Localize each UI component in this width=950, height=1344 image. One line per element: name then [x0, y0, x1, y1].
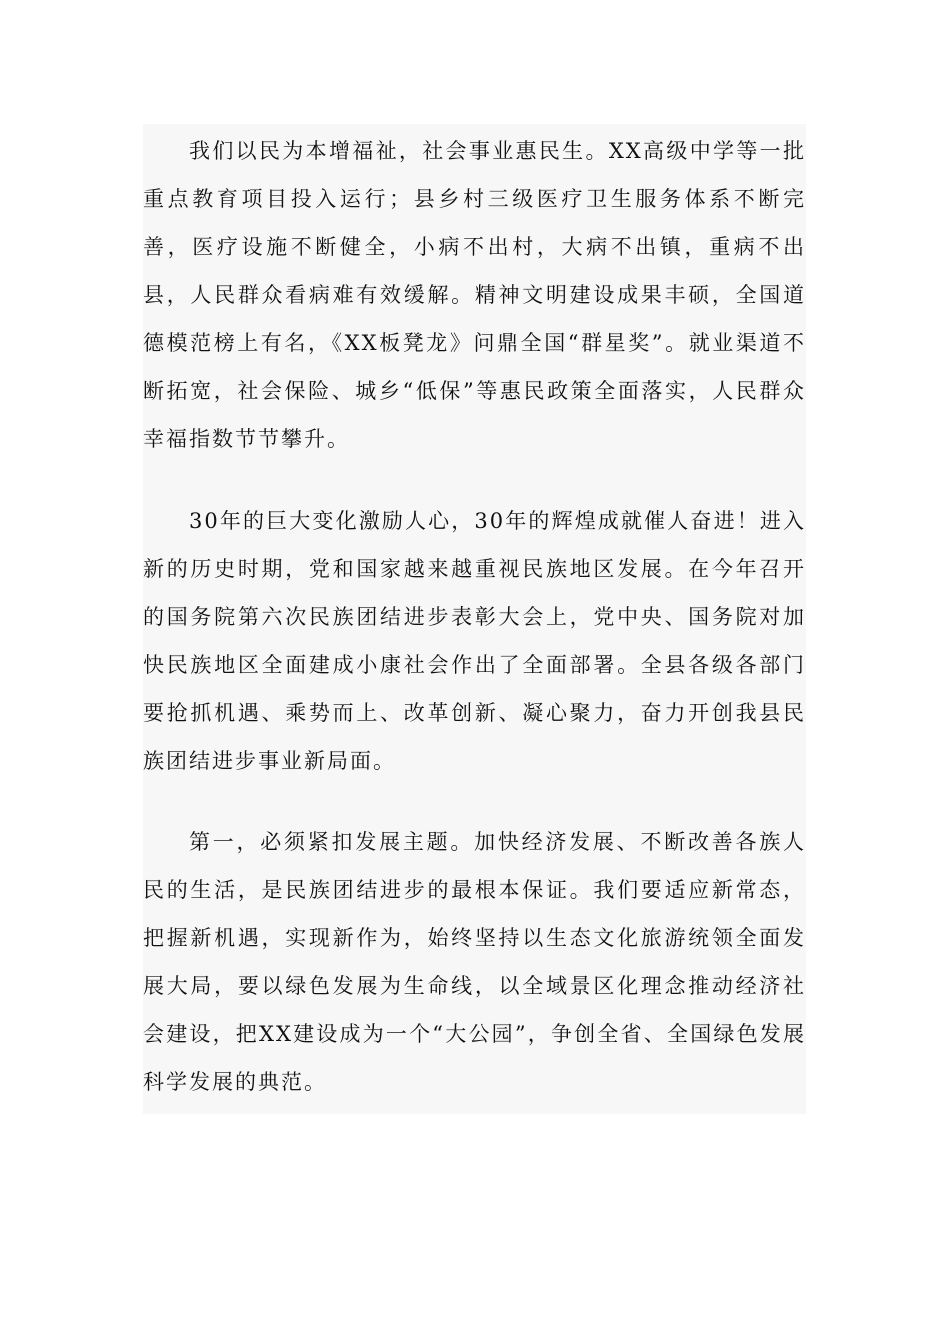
paragraph-development-theme: 第一，必须紧扣发展主题。加快经济发展、不断改善各族人民的生活，是民族团结进步的最根本保证。我们要适应新常态，把握新机遇，实现新作为，始终坚持以生态文化旅游统领全面发展大局，要以绿色发展为生命线，以全域景区化理念推动经济社会建设，把XX建设成为一个“大公园”，争创全省、全国绿色发展科学发展的典范。: [143, 830, 806, 1094]
paragraph-social-welfare: 我们以民为本增福祉，社会事业惠民生。XX高级中学等一批重点教育项目投入运行；县乡村三级医疗卫生服务体系不断完善，医疗设施不断健全，小病不出村，大病不出镇，重病不出县，人民群众看病难有效缓解。精神文明建设成果丰硕，全国道德模范榜上有名，《XX板凳龙》问鼎全国“群星奖”。就业渠道不断拓宽，社会保险、城乡“低保”等惠民政策全面落实，人民群众幸福指数节节攀升。: [143, 139, 806, 451]
paragraph-thirty-years: 30年的巨大变化激励人心，30年的辉煌成就催人奋进！进入新的历史时期，党和国家越来越重视民族地区发展。在今年召开的国务院第六次民族团结进步表彰大会上，党中央、国务院对加快民族地区全面建成小康社会作出了全面部署。全县各级各部门要抢抓机遇、乘势而上、改革创新、凝心聚力，奋力开创我县民族团结进步事业新局面。: [143, 509, 806, 773]
